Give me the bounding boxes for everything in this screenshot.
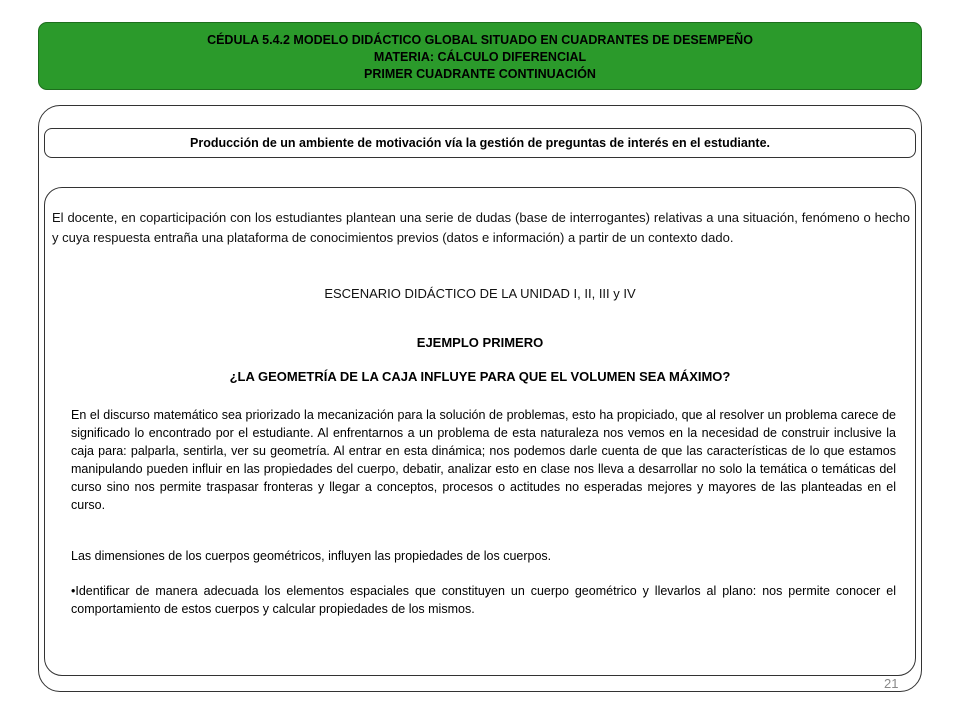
- header-title-line: CÉDULA 5.4.2 MODELO DIDÁCTICO GLOBAL SITUADO EN CUADRANTES DE DESEMPEÑO: [207, 33, 753, 47]
- subtitle-box: Producción de un ambiente de motivación vía la gestión de preguntas de interés en el estudiante.: [44, 128, 916, 158]
- bullet-item: •Identificar de manera adecuada los elementos espaciales que constituyen un cuerpo geométrico y llevarlos al plano: nos permite conocer el comportamiento de estos cuerpos y calcular propiedades de los mismos.: [71, 584, 896, 616]
- body-paragraph: En el discurso matemático sea priorizado la mecanización para la solución de problemas, esto ha propiciado, que al resolver un problema carece de significado lo encontrado por el estudiante. Al enfrentarnos a un problema de esta naturaleza nos vemos en la necesidad de construir inclusive la caja para: palparla, sentirla, ver su geometría. Al entrar en esta dinámica; nos podemos darle cuenta de que las características de lo que estamos manipulando pueden influir en las propiedades del cuerpo, debatir, analizar esto en clase nos lleva a desarrollar no solo la temática o temáticas del curso sino nos permite traspasar fronteras y llegar a conceptos, procesos o actitudes no esperadas mejores y mayores de las planteadas en el curso.: [71, 408, 896, 512]
- scenario-heading: ESCENARIO DIDÁCTICO DE LA UNIDAD I, II, III y IV: [324, 286, 636, 301]
- header-quadrant-line: PRIMER CUADRANTE CONTINUACIÓN: [364, 67, 596, 81]
- intro-paragraph: El docente, en coparticipación con los estudiantes plantean una serie de dudas (base de interrogantes) relativas a una situación, fenómeno o hecho y cuya respuesta entraña una plataforma de conocimientos previos (datos e información) a partir de un contexto dado.: [52, 210, 910, 245]
- page-number: 21: [884, 676, 899, 691]
- dimensions-statement: Las dimensiones de los cuerpos geométricos, influyen las propiedades de los cuerpos.: [71, 549, 552, 563]
- example-title: EJEMPLO PRIMERO: [416, 335, 544, 350]
- header-banner: [38, 22, 922, 90]
- question-heading: ¿LA GEOMETRÍA DE LA CAJA INFLUYE PARA QUE EL VOLUMEN SEA MÁXIMO?: [229, 369, 731, 384]
- header-subject-line: MATERIA: CÁLCULO DIFERENCIAL: [373, 50, 587, 64]
